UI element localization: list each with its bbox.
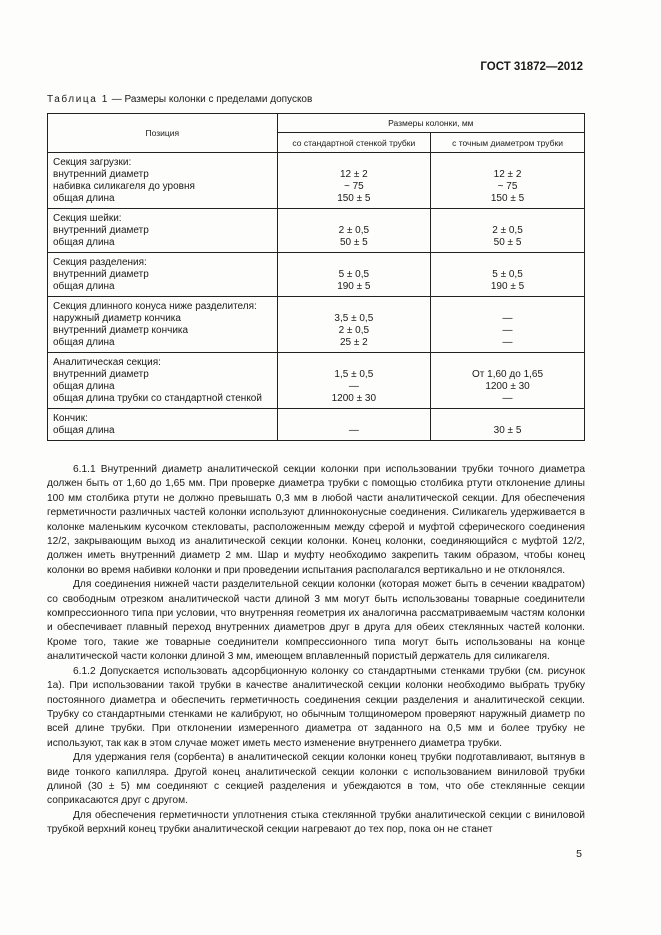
cell-line: Кончик:: [53, 413, 88, 424]
cell-line: ~ 75: [497, 181, 518, 192]
cell-line: 30 ± 5: [493, 425, 522, 436]
cell-line: [431, 301, 584, 313]
cell-line: 2 ± 0,5: [492, 225, 523, 236]
cell-line: наружный диаметр кончика: [53, 313, 181, 324]
standard-wall-cell: [277, 153, 430, 209]
cell-line: набивка силикагеля до уровня: [53, 181, 195, 192]
table-row: [48, 253, 585, 297]
precise-diameter-cell: [431, 297, 585, 353]
cell-line: 1200 ± 30: [331, 393, 377, 404]
table-row: [48, 209, 585, 253]
cell-line: 150 ± 5: [337, 193, 371, 204]
cell-line: 5 ± 0,5: [338, 269, 370, 280]
cell-line: 3,5 ± 0,5: [334, 313, 374, 324]
cell-line: внутренний диаметр кончика: [53, 325, 189, 336]
cell-line: 12 ± 2: [339, 169, 368, 180]
cell-line: внутренний диаметр: [53, 225, 149, 236]
table-row: [48, 409, 585, 441]
cell-line: общая длина: [53, 237, 115, 248]
cell-line: [431, 357, 584, 369]
cell-line: —: [502, 393, 513, 404]
cell-line: Секция длинного конуса ниже разделителя:: [53, 301, 257, 312]
table-row: [48, 297, 585, 353]
cell-line: 190 ± 5: [490, 281, 525, 292]
cell-line: [431, 157, 584, 169]
cell-line: —: [348, 381, 359, 392]
cell-line: От 1,60 до 1,65: [472, 369, 544, 380]
cell-line: общая длина трубки со стандартной стенкой: [53, 393, 262, 404]
position-cell: [48, 253, 278, 297]
cell-line: 50 ± 5: [493, 237, 522, 248]
table-row: [48, 153, 585, 209]
precise-diameter-cell: [431, 353, 585, 409]
cell-line: Секция загрузки:: [53, 157, 132, 168]
cell-line: [431, 413, 584, 425]
precise-diameter-cell: [431, 253, 585, 297]
cell-line: Секция шейки:: [53, 213, 122, 224]
cell-line: —: [348, 425, 359, 436]
position-cell: [48, 297, 278, 353]
cell-line: 150 ± 5: [490, 193, 525, 204]
cell-line: Аналитическая секция:: [53, 357, 161, 368]
cell-line: —: [502, 337, 513, 348]
cell-line: общая длина: [53, 425, 115, 436]
body-paragraph: Для удержания геля (сорбента) в аналитической секции колонки конец трубки подготавливают, вытянув в виде тонкого капилляра. Другой конец аналитической секции колонки с использованием виниловой трубки длиной (30 ± 5) мм соединяют с секцией разделения и убеждаются в том, что обе стеклянные секции соприкасаются друг с другом.: [47, 752, 585, 807]
cell-line: общая длина: [53, 281, 115, 292]
cell-line: общая длина: [53, 193, 115, 204]
cell-line: Секция разделения:: [53, 257, 147, 268]
position-cell: [48, 353, 278, 409]
cell-line: 12 ± 2: [493, 169, 522, 180]
table-caption-title: — Размеры колонки с пределами допусков: [108, 94, 313, 105]
cell-line: [431, 257, 584, 269]
cell-line: 50 ± 5: [339, 237, 368, 248]
cell-line: —: [502, 325, 513, 336]
page-number: 5: [576, 848, 582, 860]
standard-wall-cell: [277, 409, 430, 441]
table-caption: [47, 94, 312, 105]
position-cell: [48, 409, 278, 441]
header-standard-wall: со стандартной стенкой трубки: [277, 133, 430, 153]
table-row: [48, 353, 585, 409]
cell-line: общая длина: [53, 381, 115, 392]
cell-line: внутренний диаметр: [53, 169, 149, 180]
header-dimensions-group: Размеры колонки, мм: [277, 114, 584, 133]
body-paragraph: 6.1.1 Внутренний диаметр аналитической секции колонки при использовании трубки точного диаметра должен быть от 1,60 до 1,65 мм. При проверке диаметра трубки с помощью столбика ртути отклонение длины 100 мм столбика ртути не должно превышать 0,3 мм в любой части аналитической секции. Для обеспечения герметичности различных частей колонки используют длинноконусные соединения. Силикагель удерживается в колонке маленьким кусочком стекловаты, расположенным между сферой и муфтой сферического соединения 12/2, закрывающим выход из аналитической секции колонки. Конец колонки, соединяющийся с муфтой 12/2, должен иметь внутренний диаметр 2 мм. Шар и муфту необходимо закрепить таким образом, чтобы конец колонки во время набивки колонки и при проведении испытания располагался вертикально и не отклонялся.: [47, 464, 585, 576]
cell-line: [431, 213, 584, 225]
cell-line: 5 ± 0,5: [492, 269, 523, 280]
cell-line: общая длина: [53, 337, 115, 348]
cell-line: 1,5 ± 0,5: [334, 369, 374, 380]
cell-line: 25 ± 2: [339, 337, 368, 348]
precise-diameter-cell: [431, 209, 585, 253]
dimensions-table: [47, 113, 585, 441]
header-position: Позиция: [48, 114, 278, 153]
standard-code: ГОСТ 31872—2012: [480, 61, 583, 73]
header-precise-diameter: с точным диаметром трубки: [431, 133, 585, 153]
position-cell: [48, 209, 278, 253]
cell-line: —: [502, 313, 513, 324]
position-cell: [48, 153, 278, 209]
body-paragraph: Для обеспечения герметичности уплотнения стыка стеклянной трубки аналитической секции с виниловой трубкой верхний конец трубки аналитической секции нагревают до тех пор, пока он не станет: [47, 809, 585, 836]
cell-line: [278, 301, 430, 313]
cell-line: 2 ± 0,5: [338, 225, 370, 236]
cell-line: внутренний диаметр: [53, 369, 149, 380]
body-text: [47, 463, 585, 838]
precise-diameter-cell: [431, 153, 585, 209]
cell-line: [278, 157, 430, 169]
cell-line: [278, 413, 430, 425]
cell-line: внутренний диаметр: [53, 269, 149, 280]
precise-diameter-cell: [431, 409, 585, 441]
cell-line: 190 ± 5: [337, 281, 371, 292]
standard-wall-cell: [277, 209, 430, 253]
cell-line: [278, 213, 430, 225]
cell-line: ~ 75: [343, 181, 364, 192]
cell-line: [278, 257, 430, 269]
standard-wall-cell: [277, 353, 430, 409]
cell-line: [278, 357, 430, 369]
cell-line: 2 ± 0,5: [338, 325, 370, 336]
cell-line: 1200 ± 30: [485, 381, 530, 392]
table-caption-label: Таблица 1: [47, 94, 109, 105]
standard-wall-cell: [277, 253, 430, 297]
body-paragraph: Для соединения нижней части разделительной секции колонки (которая может быть в сечении квадратом) со свободным отрезком аналитической части длиной 3 мм могут быть использованы товарные соединители компрессионного типа при условии, что внутренняя геометрия их аналогична рассматриваемым частям колонки и обеспечивает плавный переход внутренних диаметров друг в друга для обеих стеклянных частей колонки. Кроме того, такие же товарные соединители компрессионного типа могут быть использованы на конце аналитической части колонки длиной 3 мм, имеющем вплавленный пористый держатель для силикагеля.: [47, 579, 585, 663]
standard-wall-cell: [277, 297, 430, 353]
table-body: [48, 153, 585, 441]
body-paragraph: 6.1.2 Допускается использовать адсорбционную колонку со стандартными стенками трубки (см. рисунок 1а). При использовании такой трубки в качестве аналитической секции колонки необходимо выбрать трубку постоянного диаметра и обеспечить герметичность соединения секции разделения и аналитической секции. Трубку со стандартными стенками не калибруют, но обычным толщиномером проверяют наружный диаметр по всей длине трубки. При отклонении измеренного диаметра от заданного на 0,5 мм и более трубку не используют, так как в этом случае может иметь место изменение внутреннего диаметра трубки.: [47, 665, 585, 749]
